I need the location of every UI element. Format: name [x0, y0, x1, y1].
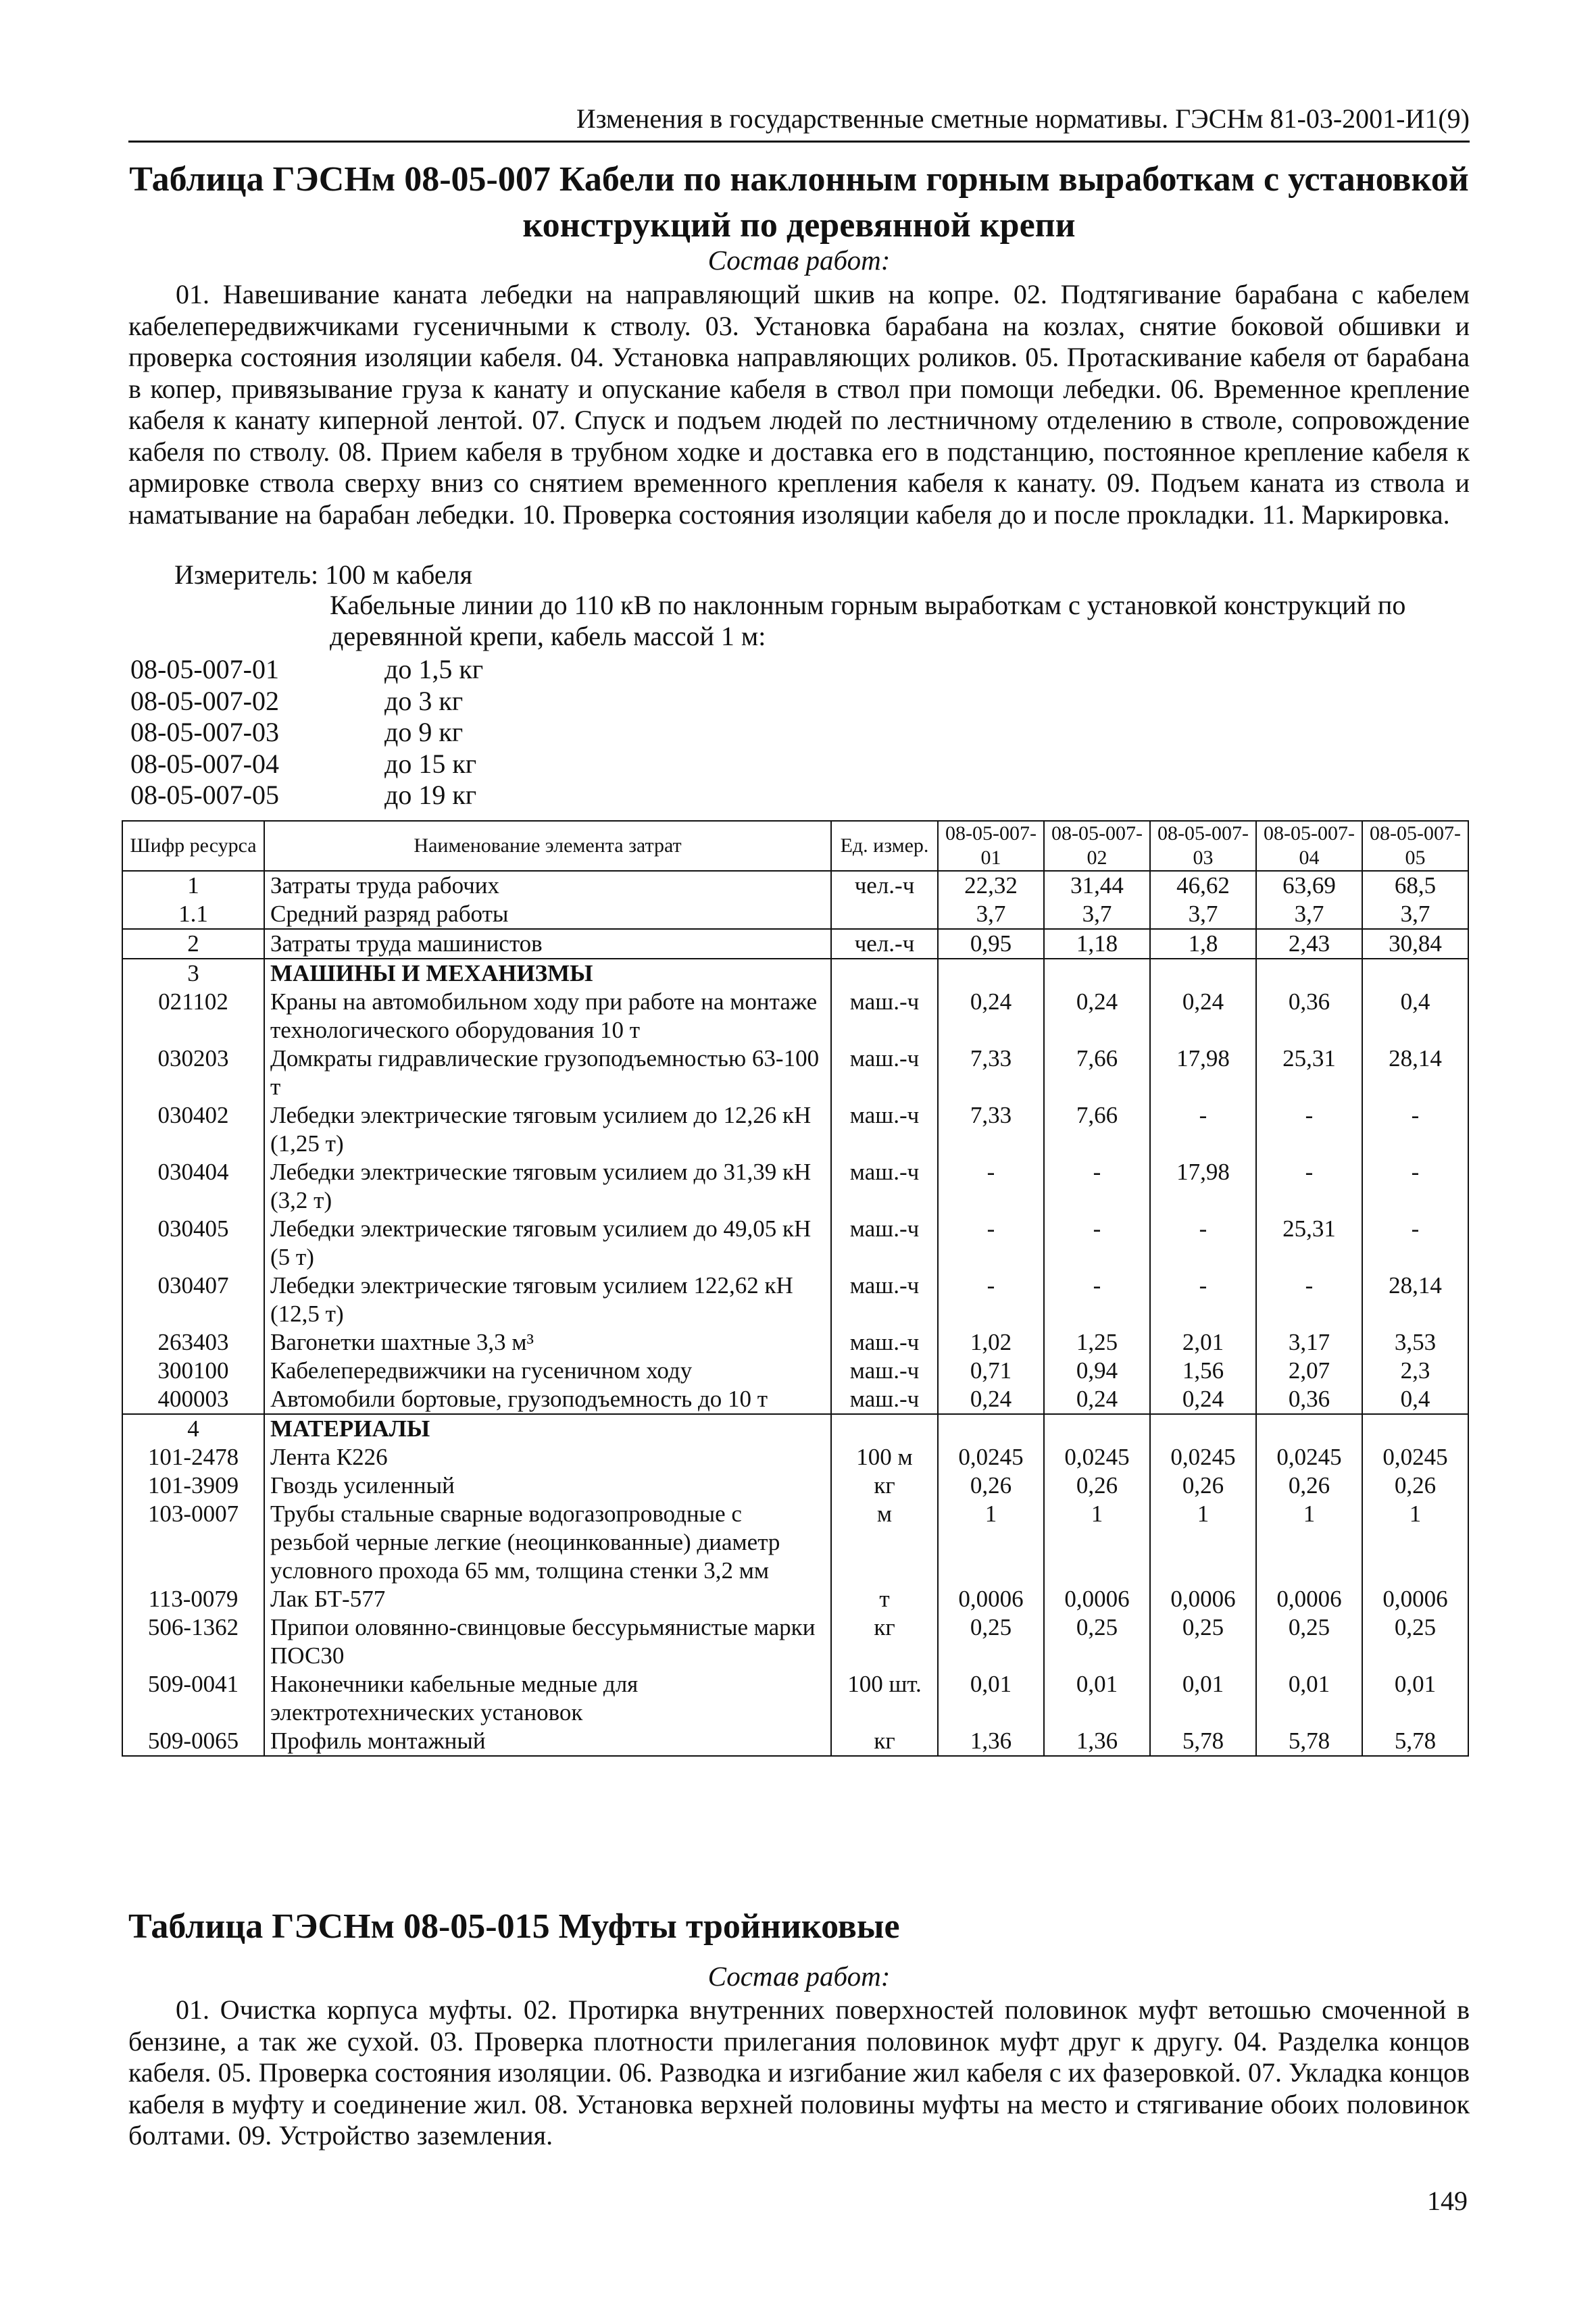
code-number: 08-05-007-01 [130, 654, 279, 684]
cell-resource-code: 4 [122, 1414, 264, 1443]
cell-value-1 [938, 959, 1044, 988]
cell-value-5: 0,0245 [1362, 1443, 1468, 1472]
cell-value-2: - [1044, 1158, 1150, 1215]
cell-unit: маш.-ч [831, 1045, 938, 1101]
cell-value-2: 0,25 [1044, 1613, 1150, 1670]
cell-value-2: 0,24 [1044, 1385, 1150, 1414]
table-row [122, 929, 1468, 959]
code-item [130, 654, 483, 686]
table-row [122, 1158, 1468, 1215]
cell-resource-code: 113-0079 [122, 1585, 264, 1613]
code-text: до 3 кг [384, 685, 464, 716]
cell-resource-code: 263403 [122, 1328, 264, 1357]
cell-value-5: 1 [1362, 1500, 1468, 1585]
table2-work-description: 01. Очистка корпуса муфты. 02. Протирка внутренних поверхностей половинок муфт ветошью смоченной в бензине, а так же сухой. 03. Проверка плотности прилегания половинок муфт друг к другу. 04. Разделка концов кабеля. 05. Проверка состояния изоляции. 06. Разводка и изгибание жил кабеля с их фазеровкой. 07. Укладка концов кабеля в муфту и соединение жил. 08. Установка верхней половины муфты на место и стягивание обоих половинок болтами. 09. Устройство заземления. [128, 1994, 1470, 2150]
page-number: 149 [1427, 2186, 1468, 2216]
cell-resource-code: 400003 [122, 1385, 264, 1414]
code-text: до 1,5 кг [384, 654, 484, 684]
cell-value-4: 3,17 [1256, 1328, 1362, 1357]
header-unit: Ед. измер. [831, 821, 938, 871]
cell-value-2: 1 [1044, 1500, 1150, 1585]
table1-title-line1: Таблица ГЭСНм 08-05-007 Кабели по наклонным горным выработкам с установкой [129, 160, 1469, 199]
header-col-1: 08-05-007-01 [938, 821, 1044, 871]
cell-element-name: Лебедки электрические тяговым усилием 122,62 кН (12,5 т) [264, 1272, 831, 1328]
table-row [122, 900, 1468, 929]
cell-element-name: Профиль монтажный [264, 1727, 831, 1756]
table-row [122, 1670, 1468, 1727]
cell-element-name: Затраты труда рабочих [264, 871, 831, 900]
code-list [130, 654, 483, 811]
cell-element-name: Домкраты гидравлические грузоподъемностью 63-100 т [264, 1045, 831, 1101]
cell-value-1: 3,7 [938, 900, 1044, 929]
cell-element-name: Лебедки электрические тяговым усилием до 31,39 кН (3,2 т) [264, 1158, 831, 1215]
cell-value-3: 46,62 [1150, 871, 1256, 900]
cell-value-1: 0,26 [938, 1472, 1044, 1500]
table-row [122, 1414, 1468, 1443]
cell-resource-code: 030407 [122, 1272, 264, 1328]
cell-value-4 [1256, 959, 1362, 988]
cell-unit: маш.-ч [831, 1272, 938, 1328]
cell-element-name: Средний разряд работы [264, 900, 831, 929]
cell-value-3: 0,01 [1150, 1670, 1256, 1727]
table1-measure: Измеритель: 100 м кабеля [174, 559, 472, 590]
cell-value-1: 0,01 [938, 1670, 1044, 1727]
cell-unit: 100 м [831, 1443, 938, 1472]
table-row [122, 1613, 1468, 1670]
cell-resource-code: 030404 [122, 1158, 264, 1215]
code-number: 08-05-007-05 [130, 780, 279, 810]
cell-value-2: 0,94 [1044, 1357, 1150, 1385]
cell-value-5: - [1362, 1215, 1468, 1272]
cell-value-5: - [1362, 1158, 1468, 1215]
code-text: до 19 кг [384, 780, 477, 810]
cell-value-4: 3,7 [1256, 900, 1362, 929]
cell-value-5: 68,5 [1362, 871, 1468, 900]
cell-value-5: 28,14 [1362, 1045, 1468, 1101]
cell-value-4: 0,0245 [1256, 1443, 1362, 1472]
cell-value-3: 0,24 [1150, 988, 1256, 1045]
cell-value-5: 0,01 [1362, 1670, 1468, 1727]
cell-element-name: Лак БТ-577 [264, 1585, 831, 1613]
cell-value-5: 5,78 [1362, 1727, 1468, 1756]
header-resource-code: Шифр ресурса [122, 821, 264, 871]
cell-value-4: 0,36 [1256, 988, 1362, 1045]
code-item [130, 780, 483, 811]
cell-element-name: Лента К226 [264, 1443, 831, 1472]
cell-value-2: 0,0006 [1044, 1585, 1150, 1613]
cell-element-name: Лебедки электрические тяговым усилием до 49,05 кН (5 т) [264, 1215, 831, 1272]
cell-value-5: 0,25 [1362, 1613, 1468, 1670]
cell-value-3: 17,98 [1150, 1158, 1256, 1215]
cell-value-1: - [938, 1158, 1044, 1215]
cell-value-1 [938, 1414, 1044, 1443]
table1-work-heading: Состав работ: [707, 245, 891, 276]
table-row [122, 1328, 1468, 1357]
cell-value-4: 25,31 [1256, 1045, 1362, 1101]
cell-value-2: 7,66 [1044, 1101, 1150, 1158]
header-element-name: Наименование элемента затрат [264, 821, 831, 871]
cell-element-name: Гвоздь усиленный [264, 1472, 831, 1500]
cell-unit: кг [831, 1727, 938, 1756]
cell-value-5: 0,4 [1362, 988, 1468, 1045]
cell-unit: кг [831, 1472, 938, 1500]
cell-value-3: 0,0245 [1150, 1443, 1256, 1472]
cell-value-5 [1362, 1414, 1468, 1443]
code-item [130, 717, 483, 749]
table-row [122, 1585, 1468, 1613]
table-header [122, 821, 1468, 871]
cell-element-name: Трубы стальные сварные водогазопроводные с резьбой черные легкие (неоцинкованные) диаметр условного прохода 65 мм, толщина стенки 3,2 мм [264, 1500, 831, 1585]
cell-value-2 [1044, 1414, 1150, 1443]
cell-value-1: 0,0006 [938, 1585, 1044, 1613]
cell-element-name: Лебедки электрические тяговым усилием до 12,26 кН (1,25 т) [264, 1101, 831, 1158]
table-row [122, 1215, 1468, 1272]
cell-value-2: - [1044, 1272, 1150, 1328]
cell-element-name: МАШИНЫ И МЕХАНИЗМЫ [264, 959, 831, 988]
cell-value-2: 1,18 [1044, 929, 1150, 959]
cell-value-5: 0,4 [1362, 1385, 1468, 1414]
cell-element-name: Автомобили бортовые, грузоподъемность до 10 т [264, 1385, 831, 1414]
table-row [122, 1272, 1468, 1328]
cell-resource-code: 509-0041 [122, 1670, 264, 1727]
cell-value-1: 1,36 [938, 1727, 1044, 1756]
table-row [122, 1500, 1468, 1585]
cell-unit: м [831, 1500, 938, 1585]
cell-value-2: 1,25 [1044, 1328, 1150, 1357]
cell-value-5: 2,3 [1362, 1357, 1468, 1385]
cell-unit: кг [831, 1613, 938, 1670]
table-row [122, 1472, 1468, 1500]
table-row [122, 988, 1468, 1045]
cell-resource-code: 506-1362 [122, 1613, 264, 1670]
cell-value-5: 28,14 [1362, 1272, 1468, 1328]
cell-value-4: 2,07 [1256, 1357, 1362, 1385]
cell-value-1: 0,71 [938, 1357, 1044, 1385]
table-row [122, 959, 1468, 988]
cell-value-4: - [1256, 1158, 1362, 1215]
cell-value-1: - [938, 1272, 1044, 1328]
cell-value-4: 25,31 [1256, 1215, 1362, 1272]
cell-value-3: - [1150, 1215, 1256, 1272]
cell-value-2 [1044, 959, 1150, 988]
cell-resource-code: 300100 [122, 1357, 264, 1385]
cell-value-3: 1,56 [1150, 1357, 1256, 1385]
cell-value-5: 3,7 [1362, 900, 1468, 929]
table-row [122, 1385, 1468, 1414]
cell-value-2: 3,7 [1044, 900, 1150, 929]
cell-value-2: - [1044, 1215, 1150, 1272]
cell-value-4: 0,26 [1256, 1472, 1362, 1500]
table-row [122, 1101, 1468, 1158]
table1-title-line2: конструкций по деревянной крепи [522, 206, 1076, 245]
cell-value-3: - [1150, 1101, 1256, 1158]
cell-resource-code: 1.1 [122, 900, 264, 929]
code-item [130, 749, 483, 780]
table-row [122, 1443, 1468, 1472]
cell-value-5: 0,0006 [1362, 1585, 1468, 1613]
cell-unit: маш.-ч [831, 1158, 938, 1215]
cell-value-3 [1150, 1414, 1256, 1443]
cell-value-4 [1256, 1414, 1362, 1443]
cell-value-2: 0,24 [1044, 988, 1150, 1045]
table1-title [128, 157, 1470, 249]
header-col-5: 08-05-007-05 [1362, 821, 1468, 871]
table2-title: Таблица ГЭСНм 08-05-015 Муфты тройниковые [128, 1907, 900, 1946]
cell-value-4: 1 [1256, 1500, 1362, 1585]
table-row [122, 1727, 1468, 1756]
cell-element-name: МАТЕРИАЛЫ [264, 1414, 831, 1443]
table1-description: Кабельные линии до 110 кВ по наклонным горным выработкам с установкой конструкций по деревянной крепи, кабель массой 1 м: [330, 590, 1406, 651]
cell-resource-code: 1 [122, 871, 264, 900]
cell-element-name: Затраты труда машинистов [264, 929, 831, 959]
cell-value-3 [1150, 959, 1256, 988]
code-text: до 9 кг [384, 717, 464, 747]
cell-resource-code: 101-2478 [122, 1443, 264, 1472]
cell-value-1: 7,33 [938, 1045, 1044, 1101]
cell-value-2: 0,0245 [1044, 1443, 1150, 1472]
cell-value-3: 5,78 [1150, 1727, 1256, 1756]
header-col-3: 08-05-007-03 [1150, 821, 1256, 871]
cell-value-2: 1,36 [1044, 1727, 1150, 1756]
cell-unit: маш.-ч [831, 1328, 938, 1357]
cell-value-3: 0,0006 [1150, 1585, 1256, 1613]
cell-value-1: 1 [938, 1500, 1044, 1585]
cell-value-4: 0,01 [1256, 1670, 1362, 1727]
cell-resource-code: 021102 [122, 988, 264, 1045]
cell-value-1: 22,32 [938, 871, 1044, 900]
cell-unit: маш.-ч [831, 1101, 938, 1158]
cell-value-4: 2,43 [1256, 929, 1362, 959]
cell-value-4: 5,78 [1256, 1727, 1362, 1756]
cell-resource-code: 103-0007 [122, 1500, 264, 1585]
code-number: 08-05-007-04 [130, 748, 279, 779]
cell-unit [831, 1414, 938, 1443]
cell-unit: чел.-ч [831, 871, 938, 900]
cell-value-1: 0,24 [938, 988, 1044, 1045]
resources-table [122, 820, 1469, 1757]
cell-unit: маш.-ч [831, 1215, 938, 1272]
cell-value-3: 0,24 [1150, 1385, 1256, 1414]
cell-unit: маш.-ч [831, 988, 938, 1045]
cell-value-5 [1362, 959, 1468, 988]
cell-value-1: - [938, 1215, 1044, 1272]
cell-value-4: 0,0006 [1256, 1585, 1362, 1613]
cell-value-4: 0,25 [1256, 1613, 1362, 1670]
cell-value-3: - [1150, 1272, 1256, 1328]
cell-value-1: 0,95 [938, 929, 1044, 959]
cell-element-name: Краны на автомобильном ходу при работе на монтаже технологического оборудования 10 т [264, 988, 831, 1045]
header-col-4: 08-05-007-04 [1256, 821, 1362, 871]
cell-unit: маш.-ч [831, 1385, 938, 1414]
cell-unit: чел.-ч [831, 929, 938, 959]
cell-value-3: 0,25 [1150, 1613, 1256, 1670]
cell-value-1: 1,02 [938, 1328, 1044, 1357]
cell-value-5: 3,53 [1362, 1328, 1468, 1357]
cell-value-3: 1,8 [1150, 929, 1256, 959]
header-col-2: 08-05-007-02 [1044, 821, 1150, 871]
cell-value-1: 0,25 [938, 1613, 1044, 1670]
running-header: Изменения в государственные сметные нормативы. ГЭСНм 81-03-2001-И1(9) [128, 100, 1470, 143]
cell-resource-code: 030405 [122, 1215, 264, 1272]
cell-unit [831, 900, 938, 929]
cell-value-1: 7,33 [938, 1101, 1044, 1158]
cell-value-3: 0,26 [1150, 1472, 1256, 1500]
cell-element-name: Вагонетки шахтные 3,3 м³ [264, 1328, 831, 1357]
cell-unit: т [831, 1585, 938, 1613]
code-text: до 15 кг [384, 748, 477, 779]
table2-work-heading: Состав работ: [707, 1961, 891, 1992]
cell-element-name: Наконечники кабельные медные для электротехнических установок [264, 1670, 831, 1727]
cell-value-1: 0,24 [938, 1385, 1044, 1414]
code-number: 08-05-007-02 [130, 685, 279, 716]
cell-value-5: 0,26 [1362, 1472, 1468, 1500]
cell-value-2: 7,66 [1044, 1045, 1150, 1101]
cell-resource-code: 030203 [122, 1045, 264, 1101]
cell-value-4: 63,69 [1256, 871, 1362, 900]
cell-unit: 100 шт. [831, 1670, 938, 1727]
cell-resource-code: 2 [122, 929, 264, 959]
cell-element-name: Припои оловянно-свинцовые бессурьмянистые марки ПОС30 [264, 1613, 831, 1670]
cell-resource-code: 509-0065 [122, 1727, 264, 1756]
cell-unit [831, 959, 938, 988]
cell-unit: маш.-ч [831, 1357, 938, 1385]
cell-value-3: 2,01 [1150, 1328, 1256, 1357]
cell-value-4: - [1256, 1101, 1362, 1158]
code-item [130, 686, 483, 718]
cell-value-3: 3,7 [1150, 900, 1256, 929]
cell-resource-code: 101-3909 [122, 1472, 264, 1500]
cell-resource-code: 030402 [122, 1101, 264, 1158]
table-row [122, 871, 1468, 900]
table-body [122, 871, 1468, 1756]
cell-resource-code: 3 [122, 959, 264, 988]
table-row [122, 1045, 1468, 1101]
cell-value-5: - [1362, 1101, 1468, 1158]
cell-value-3: 1 [1150, 1500, 1256, 1585]
table1-work-description: 01. Навешивание каната лебедки на направляющий шкив на копре. 02. Подтягивание барабана с кабелем кабелепередвижчиками гусеничными к стволу. 03. Установка барабана на козлах, снятие боковой обшивки и проверка состояния изоляции кабеля. 04. Установка направляющих роликов. 05. Протаскивание кабеля от барабана в копер, привязывание груза к канату и опускание кабеля в ствол при помощи лебедки. 06. Временное крепление кабеля к канату киперной лентой. 07. Спуск и подъем людей по лестничному отделению в стволе, сопровождение кабеля по стволу. 08. Прием кабеля в трубном ходке и доставка его в подстанцию, постоянное крепление кабеля к армировке ствола сверху вниз со снятием временного крепления кабеля к канату. 09. Подъем каната из ствола и наматывание на барабан лебедки. 10. Проверка состояния изоляции кабеля до и после прокладки. 11. Маркировка. [128, 279, 1470, 530]
table-row [122, 1357, 1468, 1385]
cell-value-1: 0,0245 [938, 1443, 1044, 1472]
cell-element-name: Кабелепередвижчики на гусеничном ходу [264, 1357, 831, 1385]
cell-value-2: 0,01 [1044, 1670, 1150, 1727]
cell-value-5: 30,84 [1362, 929, 1468, 959]
cell-value-4: 0,36 [1256, 1385, 1362, 1414]
code-number: 08-05-007-03 [130, 717, 279, 747]
cell-value-4: - [1256, 1272, 1362, 1328]
cell-value-3: 17,98 [1150, 1045, 1256, 1101]
cell-value-2: 31,44 [1044, 871, 1150, 900]
cell-value-2: 0,26 [1044, 1472, 1150, 1500]
